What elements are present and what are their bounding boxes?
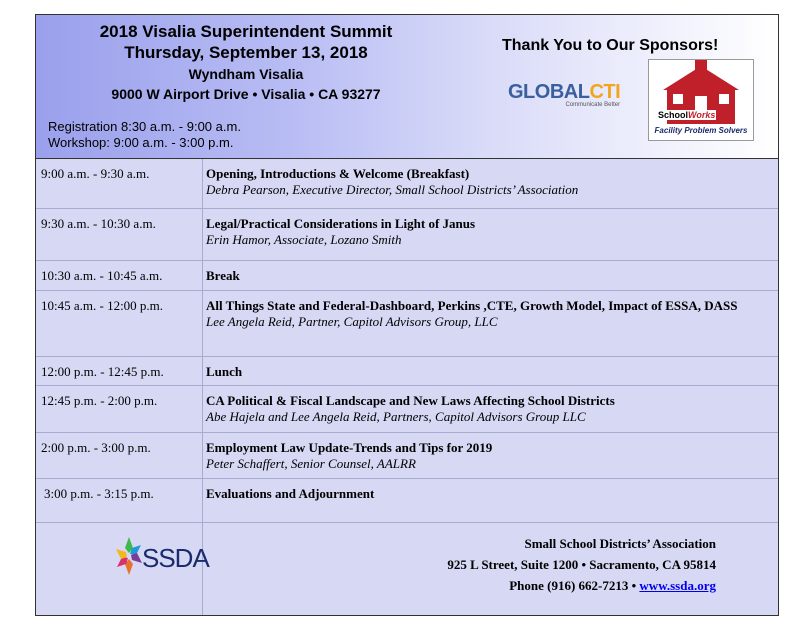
schedule-row	[36, 479, 778, 523]
event-info	[36, 21, 456, 104]
ssda-wordmark: SSDA	[142, 543, 209, 573]
registration-time: Registration 8:30 a.m. - 9:00 a.m.	[48, 119, 241, 134]
session-title: Lunch	[206, 364, 243, 379]
sponsors-heading: Thank You to Our Sponsors!	[502, 37, 719, 54]
session-time: 10:30 a.m. - 10:45 a.m.	[41, 268, 163, 283]
session-speaker: Lee Angela Reid, Partner, Capitol Advisors Group, LLC	[206, 314, 498, 329]
session-time: 3:00 p.m. - 3:15 p.m.	[44, 486, 154, 501]
agenda-page	[35, 14, 779, 616]
session-title: Opening, Introductions & Welcome (Breakfast)	[206, 166, 470, 181]
schedule-row	[36, 261, 778, 291]
schedule-table	[36, 159, 778, 523]
session-time: 9:30 a.m. - 10:30 a.m.	[41, 216, 156, 231]
schedule-row	[36, 159, 778, 209]
schoolworks-logo	[648, 59, 754, 141]
schedule-row	[36, 209, 778, 261]
session-speaker: Erin Hamor, Associate, Lozano Smith	[206, 232, 402, 247]
event-address: 9000 W Airport Drive • Visalia • CA 93277	[111, 86, 381, 102]
agenda-header	[36, 15, 778, 159]
agenda-footer	[36, 523, 778, 615]
session-speaker: Peter Schaffert, Senior Counsel, AALRR	[206, 456, 416, 471]
schoolworks-wordmark	[657, 110, 716, 120]
globalcti-logo-main: GLOBAL	[508, 81, 590, 103]
org-street: 925 L Street, Suite 1200 • Sacramento, CA 95814	[447, 557, 716, 572]
contact-block	[447, 533, 716, 596]
session-speaker: Abe Hajela and Lee Angela Reid, Partners, Capitol Advisors Group LLC	[206, 409, 586, 424]
session-title: All Things State and Federal-Dashboard, Perkins ,CTE, Growth Model, Impact of ESSA, DASS	[206, 298, 738, 313]
schoolworks-school: School	[658, 110, 689, 120]
org-name: Small School Districts’ Association	[524, 536, 716, 551]
website-link[interactable]: www.ssda.org	[639, 578, 716, 593]
globalcti-tagline: Communicate Better	[565, 102, 621, 108]
schedule-row	[36, 386, 778, 433]
schedule-row	[36, 291, 778, 357]
ssda-star-icon	[114, 535, 144, 581]
session-time: 12:45 p.m. - 2:00 p.m.	[41, 393, 158, 408]
schoolworks-works: Works	[688, 110, 716, 120]
org-phone: Phone (916) 662-7213 •	[509, 578, 640, 593]
session-title: Employment Law Update-Trends and Tips for 2019	[206, 440, 493, 455]
session-title: Evaluations and Adjournment	[206, 486, 375, 501]
session-time: 10:45 a.m. - 12:00 p.m.	[41, 298, 164, 313]
session-speaker: Debra Pearson, Executive Director, Small School Districts’ Association	[206, 182, 579, 197]
session-time: 12:00 p.m. - 12:45 p.m.	[41, 364, 164, 379]
workshop-time: Workshop: 9:00 a.m. - 3:00 p.m.	[48, 135, 234, 150]
session-title: Break	[206, 268, 240, 283]
event-date: Thursday, September 13, 2018	[124, 43, 368, 62]
session-title: CA Political & Fiscal Landscape and New Laws Affecting School Districts	[206, 393, 615, 408]
registration-info	[48, 119, 241, 151]
event-venue: Wyndham Visalia	[188, 66, 304, 82]
session-title: Legal/Practical Considerations in Light of Janus	[206, 216, 476, 231]
globalcti-logo	[508, 81, 620, 108]
event-title: 2018 Visalia Superintendent Summit	[99, 22, 393, 41]
schedule-row	[36, 357, 778, 386]
schedule-row	[36, 433, 778, 479]
schoolworks-tagline: Facility Problem Solvers	[654, 126, 748, 135]
session-time: 9:00 a.m. - 9:30 a.m.	[41, 166, 150, 181]
globalcti-logo-accent: CTI	[589, 81, 621, 103]
session-time: 2:00 p.m. - 3:00 p.m.	[41, 440, 151, 455]
org-phone-line	[447, 575, 716, 596]
